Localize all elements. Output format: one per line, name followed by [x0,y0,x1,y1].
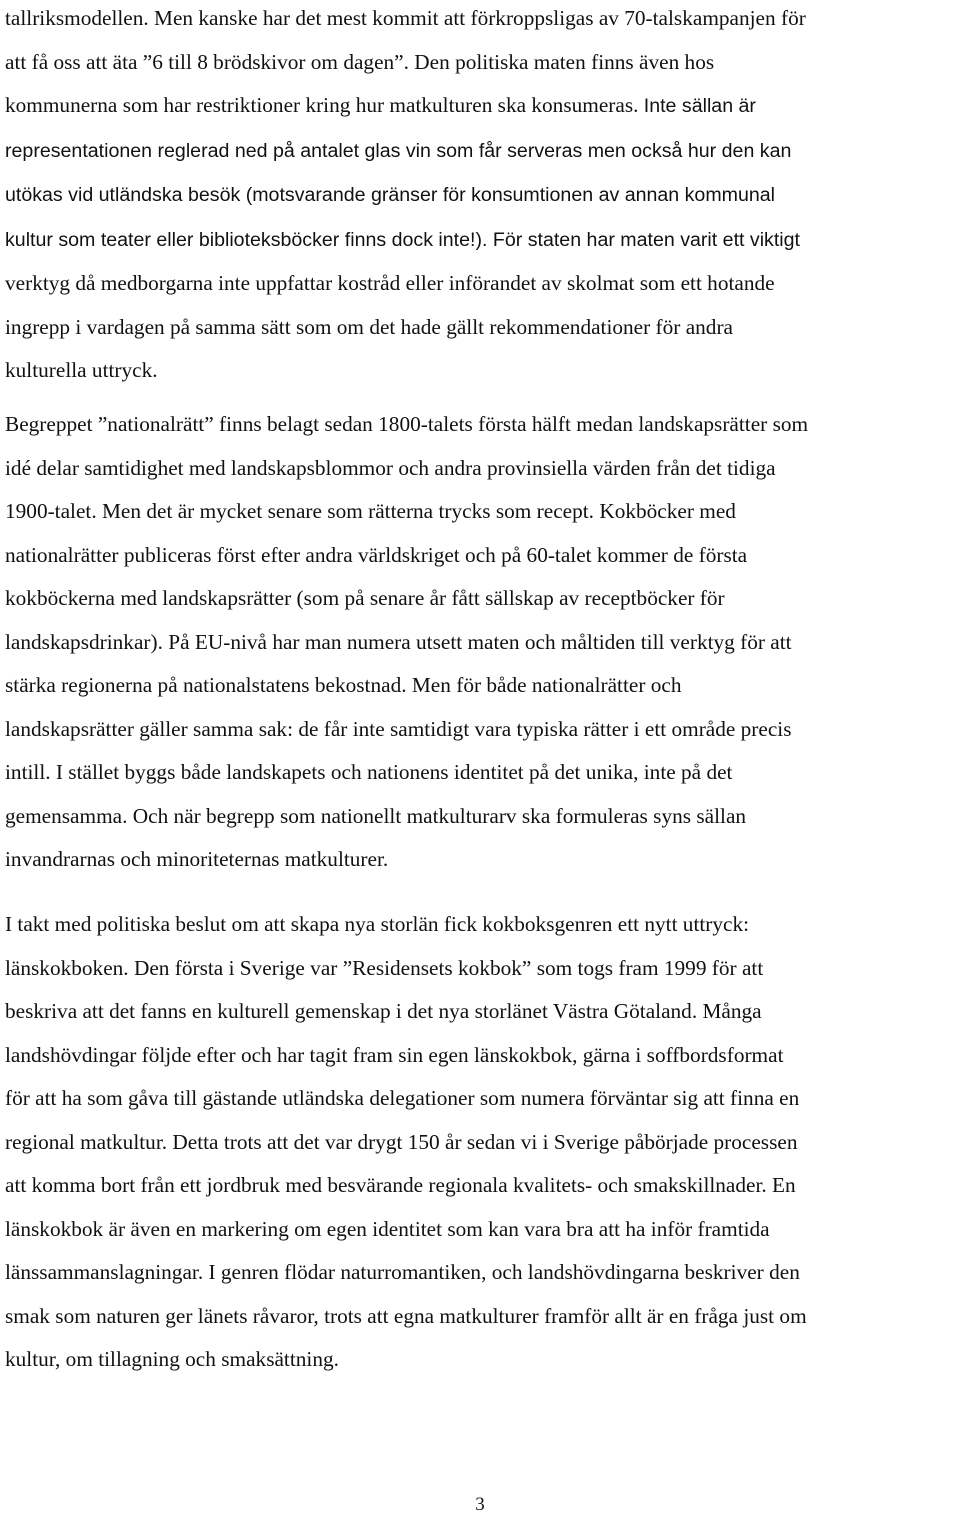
text-line [5,1208,957,1252]
text-segment: kultur som teater eller biblioteksböcker finns dock inte!). [5,228,493,251]
text-line [5,534,957,578]
text-line [5,664,957,708]
text-segment: kokböckerna med landskapsrätter (som på senare år fått sällskap av receptböcker för [5,586,725,610]
text-line [5,84,957,129]
text-segment: landskapsdrinkar). På EU-nivå har man numera utsett maten och måltiden till verktyg för att [5,629,792,654]
text-segment: idé delar samtidighet med landskapsblommor och andra provinsiella värden från det tidiga [5,455,776,480]
text-line [5,173,957,218]
text-line [5,490,957,534]
text-segment: landskapsrätter gäller samma sak: de får inte samtidigt vara typiska rätter i ett område precis [5,716,792,741]
text-segment: länskokbok är även en markering om egen identitet som kan vara bra att ha inför framtida [5,1216,770,1241]
text-line [5,1295,957,1339]
text-line [5,1034,957,1078]
text-line [5,349,957,393]
text-segment: För staten har maten varit ett viktigt [492,228,800,251]
text-line [5,1077,957,1121]
text-line [5,903,957,947]
text-line [5,1164,957,1208]
text-line [5,129,957,174]
text-line [5,577,957,621]
text-segment: smak som naturen ger länets råvaror, trots att egna matkulturer framför allt är en fråga just om [5,1303,807,1328]
text-line [5,218,957,263]
text-line [5,262,957,306]
text-line [5,947,957,991]
text-segment: att komma bort från ett jordbruk med besvärande regionala kvalitets- och smakskillnader. En [5,1173,796,1197]
text-segment: Begreppet ”nationalrätt” finns belagt sedan 1800-talets första hälft medan landskapsrätter som [5,412,809,436]
text-line [5,41,957,85]
text-line [5,795,957,839]
text-segment: kultur, om tillagning och smaksättning. [5,1347,339,1371]
text-segment: kommunerna som har restriktioner kring hur matkulturen ska konsumeras. [5,93,644,117]
text-line [5,1121,957,1165]
text-line [5,447,957,491]
text-segment: stärka regionerna på nationalstatens bekostnad. Men för både nationalrätter och [5,673,682,697]
text-segment: regional matkultur. Detta trots att det var drygt 150 år sedan vi i Sverige påbörjade processen [5,1129,798,1154]
text-segment: invandrarnas och minoriteternas matkulturer. [5,847,389,871]
text-line [5,1338,957,1382]
text-line [5,306,957,350]
text-segment: landshövdingar följde efter och har tagit fram sin egen länskokbok, gärna i soffbordsformat [5,1042,784,1067]
text-line [5,1251,957,1295]
text-segment: tallriksmodellen. Men kanske har det mest kommit att förkroppsligas av 70-talskampanjen för [5,6,806,30]
text-segment: beskriva att det fanns en kulturell gemenskap i det nya storlänet Västra Götaland. Många [5,999,762,1023]
text-segment: nationalrätter publiceras först efter andra världskriget och på 60-talet kommer de första [5,542,748,567]
text-segment: kulturella uttryck. [5,358,158,382]
text-segment: att få oss att äta ”6 till 8 brödskivor om dagen”. Den politiska maten finns även hos [5,49,715,74]
text-line [5,708,957,752]
text-segment: länskokboken. Den första i Sverige var ”Residensets kokbok” som togs fram 1999 för att [5,955,764,980]
text-segment: verktyg då medborgarna inte uppfattar kostråd eller införandet av skolmat som ett hotande [5,271,775,295]
text-segment: länssammanslagningar. I genren flödar naturromantiken, och landshövdingarna beskriver den [5,1260,800,1284]
page-number: 3 [475,1494,485,1515]
text-segment: intill. I stället byggs både landskapets och nationens identitet på det unika, inte på det [5,760,733,784]
text-line [5,838,957,882]
paragraph [5,903,957,1382]
text-segment: Inte sällan är [643,95,756,117]
text-line [5,751,957,795]
text-segment: representationen reglerad ned på antalet glas vin som får serveras men också hur den kan [5,139,792,162]
paragraph [5,0,957,393]
text-segment: ingrepp i vardagen på samma sätt som om det hade gällt rekommendationer för andra [5,314,733,339]
text-line [5,0,957,41]
text-segment: gemensamma. Och när begrepp som nationellt matkulturarv ska formuleras syns sällan [5,803,747,828]
text-segment: I takt med politiska beslut om att skapa nya storlän fick kokboksgenren ett nytt uttryck: [5,912,750,936]
text-line [5,621,957,665]
text-segment: utökas vid utländska besök (motsvarande gränser för konsumtionen av annan kommunal [5,184,776,206]
text-line [5,990,957,1034]
paragraph [5,403,957,882]
text-segment: för att ha som gåva till gästande utländska delegationer som numera förväntar sig att finna en [5,1086,800,1110]
text-line [5,403,957,447]
text-segment: 1900-talet. Men det är mycket senare som rätterna trycks som recept. Kokböcker med [5,499,736,523]
